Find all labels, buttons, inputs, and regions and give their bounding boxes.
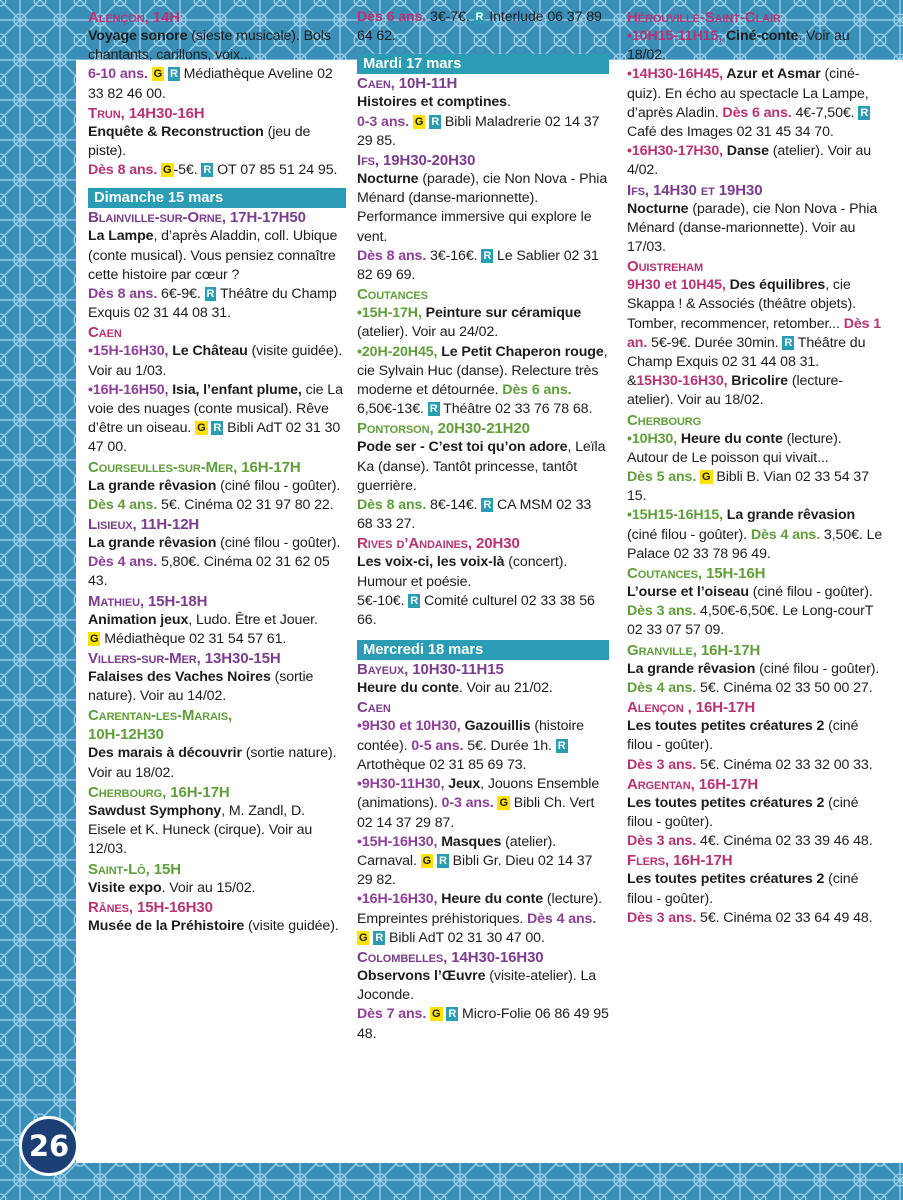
age-range: Dès 4 ans.	[88, 554, 158, 571]
event-location: Mathieu, 15H-18H	[88, 592, 208, 610]
event	[627, 851, 883, 928]
event-location: Caen, 10H-11H	[357, 75, 458, 93]
event-title: Heure du conte	[357, 680, 459, 697]
event-description: (jeu de piste).	[88, 123, 311, 160]
event-title: Les toutes petites créatures 2	[627, 794, 825, 811]
venue-info: Médiathèque 02 31 54 57 61.	[100, 630, 287, 647]
event	[627, 411, 883, 564]
event-description: (lecture). Empreintes préhistoriques.	[357, 891, 602, 927]
event-description: (sortie nature). Voir au 14/02.	[88, 669, 314, 705]
event-description: (lecture). Autour de Le poisson qui vivait...	[627, 430, 842, 466]
event-title: Enquête & Reconstruction	[88, 123, 264, 140]
venue-info: Micro-Folie 06 86 49 95 48.	[357, 1006, 609, 1042]
event-time: •15H-17H,	[357, 305, 422, 322]
event	[357, 419, 609, 534]
event-title: Heure du conte	[437, 891, 544, 908]
column-1	[88, 8, 346, 936]
venue-info: CA MSM 02 33 68 33 27.	[357, 497, 592, 533]
event-title: La grande rêvasion	[627, 660, 756, 677]
event-description: (ciné filou - goûter).	[216, 535, 341, 552]
event-location: Carentan-les-Marais,	[88, 707, 233, 725]
event	[627, 564, 883, 641]
event-location: Coutances, 15H-16H	[627, 565, 766, 583]
column-3	[627, 8, 883, 928]
venue-info: Théâtre du Champ Exquis 02 31 44 08 31.	[627, 334, 866, 371]
event-time: •16H-16H30,	[357, 891, 438, 908]
event-title: Le Château	[168, 343, 248, 360]
price: 3€-16€.	[426, 247, 478, 264]
event-description: , cie Skappa ! & Associés (théâtre objets). Tomber, recommencer, retomber...	[627, 277, 856, 332]
event-location: Saint-Lô, 15H	[88, 860, 181, 878]
event-title: Les toutes petites créatures 2	[627, 718, 825, 735]
event-title: Nocturne	[357, 171, 419, 188]
event	[88, 592, 346, 649]
page-number: 26	[19, 1116, 79, 1176]
venue-info: 5€. Cinéma 02 33 32 00 33.	[696, 756, 873, 773]
event	[357, 660, 609, 698]
event-location: Lisieux, 11H-12H	[88, 516, 200, 534]
age-range: Dès 8 ans.	[88, 286, 158, 303]
event-time: •16H-16H50,	[88, 381, 169, 398]
age-range: Dès 5 ans.	[627, 469, 697, 486]
event-title: La Lampe	[88, 228, 154, 245]
event	[88, 104, 346, 181]
event-title: Des marais à découvrir	[88, 745, 242, 762]
event-title: Histoires et comptines	[357, 94, 507, 111]
age-range: Dès 6 ans.	[502, 382, 572, 399]
r-badge-icon: R	[206, 288, 215, 301]
r-badge-icon: R	[438, 854, 447, 867]
event	[627, 775, 883, 852]
event-description: . Voir au 18/02.	[627, 28, 850, 64]
event-title: Jeux	[444, 776, 481, 793]
event-title: La grande rêvasion	[88, 477, 217, 494]
event	[627, 181, 883, 258]
event	[88, 458, 346, 515]
event-description: (atelier). Voir au 4/02.	[627, 143, 872, 179]
event-location: Argentan, 16H-17H	[627, 775, 759, 793]
event-title: Isia, l’enfant plume,	[168, 381, 302, 398]
venue-info: 4,50€-6,50€. Le Long-courT 02 33 07 57 09.	[627, 603, 874, 639]
event-location: Trun, 14H30-16H	[88, 104, 205, 122]
event-title: Azur et Asmar	[722, 66, 821, 83]
event-location: Courseulles-sur-Mer, 16H-17H	[88, 458, 301, 476]
event-location: Alençon, 14H	[88, 9, 180, 26]
event	[357, 698, 609, 947]
r-badge-icon: R	[860, 106, 869, 119]
price: 4€-7,50€.	[791, 104, 855, 121]
event-description: (visite-atelier). La Joconde.	[357, 967, 597, 1004]
event-time: •15H15-16H15,	[627, 507, 723, 524]
event-description: (visite guidée).	[244, 917, 339, 934]
event-description: (ciné filou - goûter).	[627, 871, 859, 907]
event-location: Caen	[357, 699, 391, 717]
event-location: Flers, 16H-17H	[627, 852, 733, 870]
price: 3€-7€.	[426, 9, 470, 25]
event	[88, 515, 346, 592]
price: 8€-14€.	[426, 497, 478, 514]
venue-info: Bibli Maladrerie 02 14 37 29 85.	[357, 113, 600, 149]
venue-info: 3,50€. Le Palace 02 33 78 96 49.	[627, 526, 883, 562]
age-range: Dès 3 ans.	[627, 833, 697, 850]
age-range: Dès 3 ans.	[627, 909, 697, 926]
event	[88, 649, 346, 706]
event-description: , Ludo. Être et Jouer.	[188, 611, 318, 628]
event-title: La grande rêvasion	[88, 535, 217, 552]
event-description: , M. Zandl, D. Eisele et K. Huneck (cirque). Voir au 12/03.	[88, 802, 313, 858]
g-badge-icon: G	[702, 471, 711, 484]
venue-info: Bibli AdT 02 31 30 47 00.	[88, 420, 341, 456]
event-time: •15H-16H30,	[357, 833, 438, 850]
g-badge-icon: G	[422, 854, 432, 867]
event	[88, 898, 346, 936]
price: 6,50€-13€.	[357, 401, 424, 418]
age-range: Dès 4 ans.	[627, 679, 697, 696]
event-title: Nocturne	[627, 200, 689, 217]
age-range: Dès 6 ans.	[718, 104, 792, 121]
event-description: (ciné filou - goûter).	[627, 718, 859, 754]
venue-info: Théâtre 02 33 76 78 68.	[439, 401, 593, 418]
age-range: Dès 1 an.	[627, 315, 882, 351]
event-location: Ifs, 19H30-20H30	[357, 152, 476, 170]
event-description: (ciné filou - goûter).	[748, 584, 873, 601]
age-range: 0-3 ans.	[437, 795, 494, 812]
venue-info: 5€. Cinéma 02 31 97 80 22.	[157, 496, 334, 513]
event-time: •15H-16H30,	[88, 343, 169, 360]
event-location: Alençon , 16H-17H	[627, 699, 756, 717]
event-location: Cherbourg, 16H-17H	[88, 783, 230, 801]
event	[357, 8, 609, 46]
venue-info: Artothèque 02 31 85 69 73.	[357, 756, 527, 773]
g-badge-icon: G	[432, 1008, 441, 1021]
event-title: Musée de la Préhistoire	[88, 917, 245, 934]
event-location: Rives d’Andaines, 20H30	[357, 535, 520, 553]
event-location: Ouistreham	[627, 258, 704, 276]
r-badge-icon: R	[203, 164, 212, 177]
event	[627, 641, 883, 698]
age-range: Dès 3 ans.	[627, 603, 697, 620]
r-badge-icon: R	[375, 931, 384, 944]
venue-info: Bibli AdT 02 31 30 47 00.	[385, 929, 545, 946]
column-2	[357, 8, 609, 1044]
age-range: Dès 3 ans.	[627, 756, 697, 773]
event-time: •20H-20H45,	[357, 343, 438, 360]
event-description: , Leïla Ka (danse). Tantôt princesse, tantôt guerrière.	[357, 439, 606, 494]
event-location: Blainville-sur-Orne, 17H-17H50	[88, 209, 306, 227]
event-description: .	[506, 94, 511, 111]
venue-info: Comité culturel 02 33 38 56 66.	[357, 592, 595, 629]
event-description: (ciné filou - goûter).	[755, 660, 880, 677]
event-description: (ciné-quiz). En écho au spectacle La Lampe, d’après Aladin.	[627, 66, 869, 121]
event-location: Caen	[88, 324, 122, 342]
event-time: •10H15-11H15,	[627, 28, 723, 44]
event-title: Gazouillis	[460, 718, 531, 735]
age-range: Dès 7 ans.	[357, 1006, 427, 1023]
event	[357, 534, 609, 630]
day-header: Dimanche 15 mars	[88, 188, 346, 208]
r-badge-icon: R	[557, 739, 566, 752]
price: 5€-10€.	[357, 592, 405, 609]
event-description: (sieste musicale). Bols chantants, carillons, voix...	[88, 28, 331, 64]
r-badge-icon: R	[169, 68, 178, 81]
age-range: Dès 4 ans.	[88, 496, 158, 513]
age-range: Dès 8 ans.	[88, 162, 158, 179]
event-description: 5€-9€. Durée 30min.	[647, 334, 779, 351]
g-badge-icon: G	[153, 68, 163, 81]
event-time: 15H30-16H30,	[636, 373, 728, 390]
event	[357, 74, 609, 151]
event-description: , d’après Aladdin, coll. Ubique (conte musical). Vous pensiez connaître cette histoire par cœur ?	[88, 228, 338, 283]
event-title: Les voix-ci, les voix-là	[357, 554, 505, 571]
venue-info: Bibli Ch. Vert 02 14 37 29 87.	[357, 795, 595, 831]
r-badge-icon: R	[410, 594, 419, 607]
event	[357, 948, 609, 1044]
event-location: Hérouville-Saint-Clair	[627, 9, 781, 26]
event-description: , cie Sylvain Huc (danse). Relecture très moderne et détournée.	[357, 343, 608, 399]
event-location: Cherbourg	[627, 411, 702, 429]
r-badge-icon: R	[448, 1008, 457, 1021]
event-time: •10H30,	[627, 430, 678, 447]
event-title: Masques	[437, 833, 502, 850]
event	[88, 706, 346, 782]
event-title: Observons l’Œuvre	[357, 967, 486, 984]
event-title: L’ourse et l’oiseau	[627, 584, 749, 601]
r-badge-icon: R	[213, 422, 222, 435]
r-badge-icon: R	[483, 499, 492, 512]
event-title: Pode ser - C’est toi qu’on adore	[357, 439, 568, 456]
r-badge-icon: R	[784, 336, 793, 349]
venue-info: Théâtre du Champ Exquis 02 31 44 08 31.	[88, 286, 337, 322]
age-range: Dès 4 ans.	[747, 526, 821, 543]
event-title: Bricolire	[727, 373, 788, 390]
event-description: (ciné filou - goûter).	[627, 794, 859, 830]
venue-info: Interlude 06 37 89 64 62.	[357, 9, 602, 45]
age-range: 6-10 ans.	[88, 66, 148, 83]
r-badge-icon: R	[431, 115, 440, 128]
event-description: . Voir au 21/02.	[458, 680, 553, 697]
event-title: La grande rêvasion	[722, 507, 856, 524]
event-title: Voyage sonore	[88, 28, 188, 44]
event-location: Bayeux, 10H30-11H15	[357, 661, 504, 679]
event-description: (ciné filou - goûter).	[627, 526, 748, 543]
event-description: . Voir au 15/02.	[161, 879, 256, 896]
venue-info: Café des Images 02 31 45 34 70.	[627, 124, 834, 141]
g-badge-icon: G	[414, 115, 424, 128]
event-location: Rânes, 15H-16H30	[88, 898, 213, 916]
event-title: Des équilibres	[725, 277, 826, 294]
event-description: (atelier). Carnaval.	[357, 833, 557, 869]
g-badge-icon: G	[163, 164, 172, 177]
age-range: 0-5 ans.	[407, 737, 464, 754]
event-description: (sortie nature). Voir au 18/02.	[88, 745, 337, 781]
event-time: •9H30 et 10H30,	[357, 718, 461, 735]
g-badge-icon: G	[499, 797, 508, 810]
event	[88, 783, 346, 860]
event-title: Animation jeux	[88, 611, 189, 628]
age-range: Dès 6 ans.	[357, 9, 427, 25]
event	[627, 257, 883, 410]
event-title: Le Petit Chaperon rouge	[437, 343, 604, 360]
event-location: Pontorson, 20H30-21H20	[357, 420, 530, 438]
event-description: cie La voie des nuages (conte musical). Rêve d’être un oiseau.	[88, 381, 343, 437]
price: 6€-9€.	[157, 286, 201, 303]
event-description: (histoire contée).	[357, 718, 584, 754]
event-description: (parade), cie Non Nova - Phia Ménard (danse-marionnette). Voir au 17/03.	[627, 200, 878, 256]
event-time: •9H30-11H30,	[357, 776, 445, 793]
age-range: Dès 8 ans.	[357, 497, 427, 514]
event-description: (lecture-atelier). Voir au 18/02.	[627, 373, 843, 409]
event-description: (concert). Humour et poésie.	[357, 554, 568, 590]
event-description: (ciné filou - goûter).	[216, 477, 341, 494]
event-title: Peinture sur céramique	[421, 305, 582, 322]
event-title: Falaises des Vaches Noires	[88, 669, 271, 686]
event-location: Colombelles, 14H30-16H30	[357, 948, 544, 966]
ampersand: &	[627, 373, 637, 390]
event	[627, 8, 883, 181]
event-time: 9H30 et 10H45,	[627, 277, 726, 294]
venue-info: 5,80€. Cinéma 02 31 62 05 43.	[88, 554, 330, 590]
event-title: Visite expo	[88, 879, 162, 896]
age-range: Dès 8 ans.	[357, 247, 427, 264]
event-description: (atelier). Voir au 24/02.	[357, 324, 499, 341]
g-badge-icon: G	[359, 931, 368, 944]
event	[88, 8, 346, 104]
event-title: Ciné-conte	[722, 28, 799, 44]
event-time: •14H30-16H45,	[627, 66, 723, 83]
event-title: Heure du conte	[677, 430, 783, 447]
venue-info: Bibli Gr. Dieu 02 14 37 29 82.	[357, 852, 593, 889]
event-location: Ifs, 14H30 et 19H30	[627, 181, 763, 199]
r-badge-icon: R	[483, 249, 492, 262]
event-title: Les toutes petites créatures 2	[627, 871, 825, 888]
event	[88, 208, 346, 323]
r-badge-icon: R	[475, 11, 484, 23]
day-header: Mardi 17 mars	[357, 54, 609, 74]
event	[88, 323, 346, 457]
venue-info: OT 07 85 51 24 95.	[213, 162, 338, 179]
g-badge-icon: G	[197, 422, 206, 435]
event	[627, 698, 883, 775]
day-header: Mercredi 18 mars	[357, 640, 609, 660]
venue-info: Le Sablier 02 31 82 69 69.	[357, 247, 599, 284]
event-description: 5€. Durée 1h.	[463, 737, 552, 754]
venue-info: 4€. Cinéma 02 33 39 46 48.	[696, 833, 873, 850]
event-description: , Jouons Ensemble (animations).	[357, 776, 600, 812]
event-title: Danse	[722, 143, 769, 160]
event-time: 10H-12H30	[88, 726, 164, 744]
venue-info: Médiathèque Aveline 02 33 82 46 00.	[88, 66, 333, 102]
event-location: Villers-sur-Mer, 13H30-15H	[88, 650, 281, 668]
age-range: 0-3 ans.	[357, 113, 410, 130]
event-title: Sawdust Symphony	[88, 802, 222, 819]
event	[357, 151, 609, 285]
event-time: •16H30-17H30,	[627, 143, 723, 160]
event-location: Granville, 16H-17H	[627, 641, 761, 659]
age-range: Dès 4 ans.	[527, 910, 597, 927]
event	[357, 285, 609, 419]
event	[88, 860, 346, 898]
event-location: Coutances	[357, 286, 428, 304]
event-description: (visite guidée). Voir au 1/03.	[88, 343, 343, 379]
r-badge-icon: R	[429, 403, 438, 416]
venue-info: Bibli B. Vian 02 33 54 37 15.	[627, 469, 869, 505]
price: -5€.	[173, 162, 198, 179]
venue-info: 5€. Cinéma 02 33 64 49 48.	[696, 909, 873, 926]
event-description: (parade), cie Non Nova - Phia Ménard (danse-marionnette). Performance immersive qui explore le vent.	[357, 171, 608, 245]
venue-info: 5€. Cinéma 02 33 50 00 27.	[696, 679, 873, 696]
g-badge-icon: G	[90, 632, 99, 645]
